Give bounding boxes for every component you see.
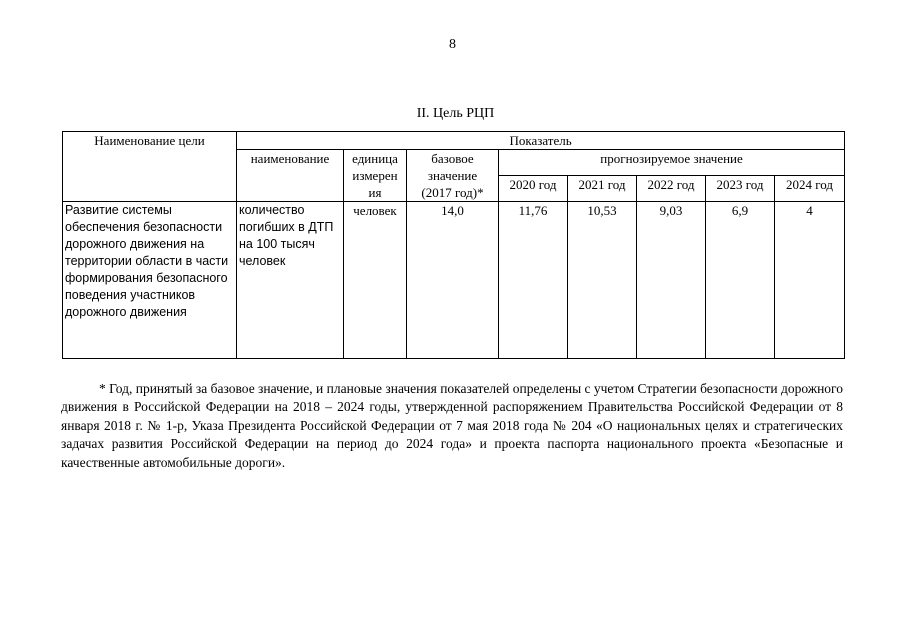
cell-indicator-name: количество погибших в ДТП на 100 тысяч человек	[237, 202, 344, 359]
header-base-value: базовое значение (2017 год)*	[407, 150, 499, 202]
header-year: 2023 год	[706, 176, 775, 202]
table-row	[63, 202, 845, 359]
header-indicator-name: наименование	[237, 150, 344, 202]
cell-base-value: 14,0	[407, 202, 499, 359]
page-number: 8	[449, 37, 456, 52]
cell-value-2020: 11,76	[499, 202, 568, 359]
cell-unit: человек	[344, 202, 407, 359]
header-forecast: прогнозируемое значение	[499, 150, 845, 176]
header-goal-name: Наименование цели	[63, 132, 237, 202]
cell-value-2024: 4	[775, 202, 845, 359]
cell-value-2023: 6,9	[706, 202, 775, 359]
header-row-1	[63, 132, 845, 150]
header-year: 2024 год	[775, 176, 845, 202]
footnote-text: * Год, принятый за базовое значение, и плановые значения показателей определены с учетом Стратегии безопасности дорожного движения в Российской Федерации на 2018 – 2024 годы, утвержденной распоряжением Правительства Российской Федерации от 8 января 2018 г. № 1-р, Указа Президента Российской Федерации от 7 мая 2018 года № 204 «О национальных целях и стратегических задачах развития Российской Федерации на период до 2024 года» и проекта паспорта национального проекта «Безопасные и качественные автомобильные дороги».	[61, 381, 843, 470]
goal-table	[62, 131, 845, 359]
header-year: 2020 год	[499, 176, 568, 202]
header-unit: единица измерен ия	[344, 150, 407, 202]
header-year: 2021 год	[568, 176, 637, 202]
header-indicator: Показатель	[237, 132, 845, 150]
header-year: 2022 год	[637, 176, 706, 202]
cell-value-2021: 10,53	[568, 202, 637, 359]
cell-goal: Развитие системы обеспечения безопасности дорожного движения на территории области в части формирования безопасного поведения участников дорожного движения	[63, 202, 237, 359]
footnote	[61, 380, 843, 472]
cell-value-2022: 9,03	[637, 202, 706, 359]
section-title: II. Цель РЦП	[416, 106, 495, 121]
